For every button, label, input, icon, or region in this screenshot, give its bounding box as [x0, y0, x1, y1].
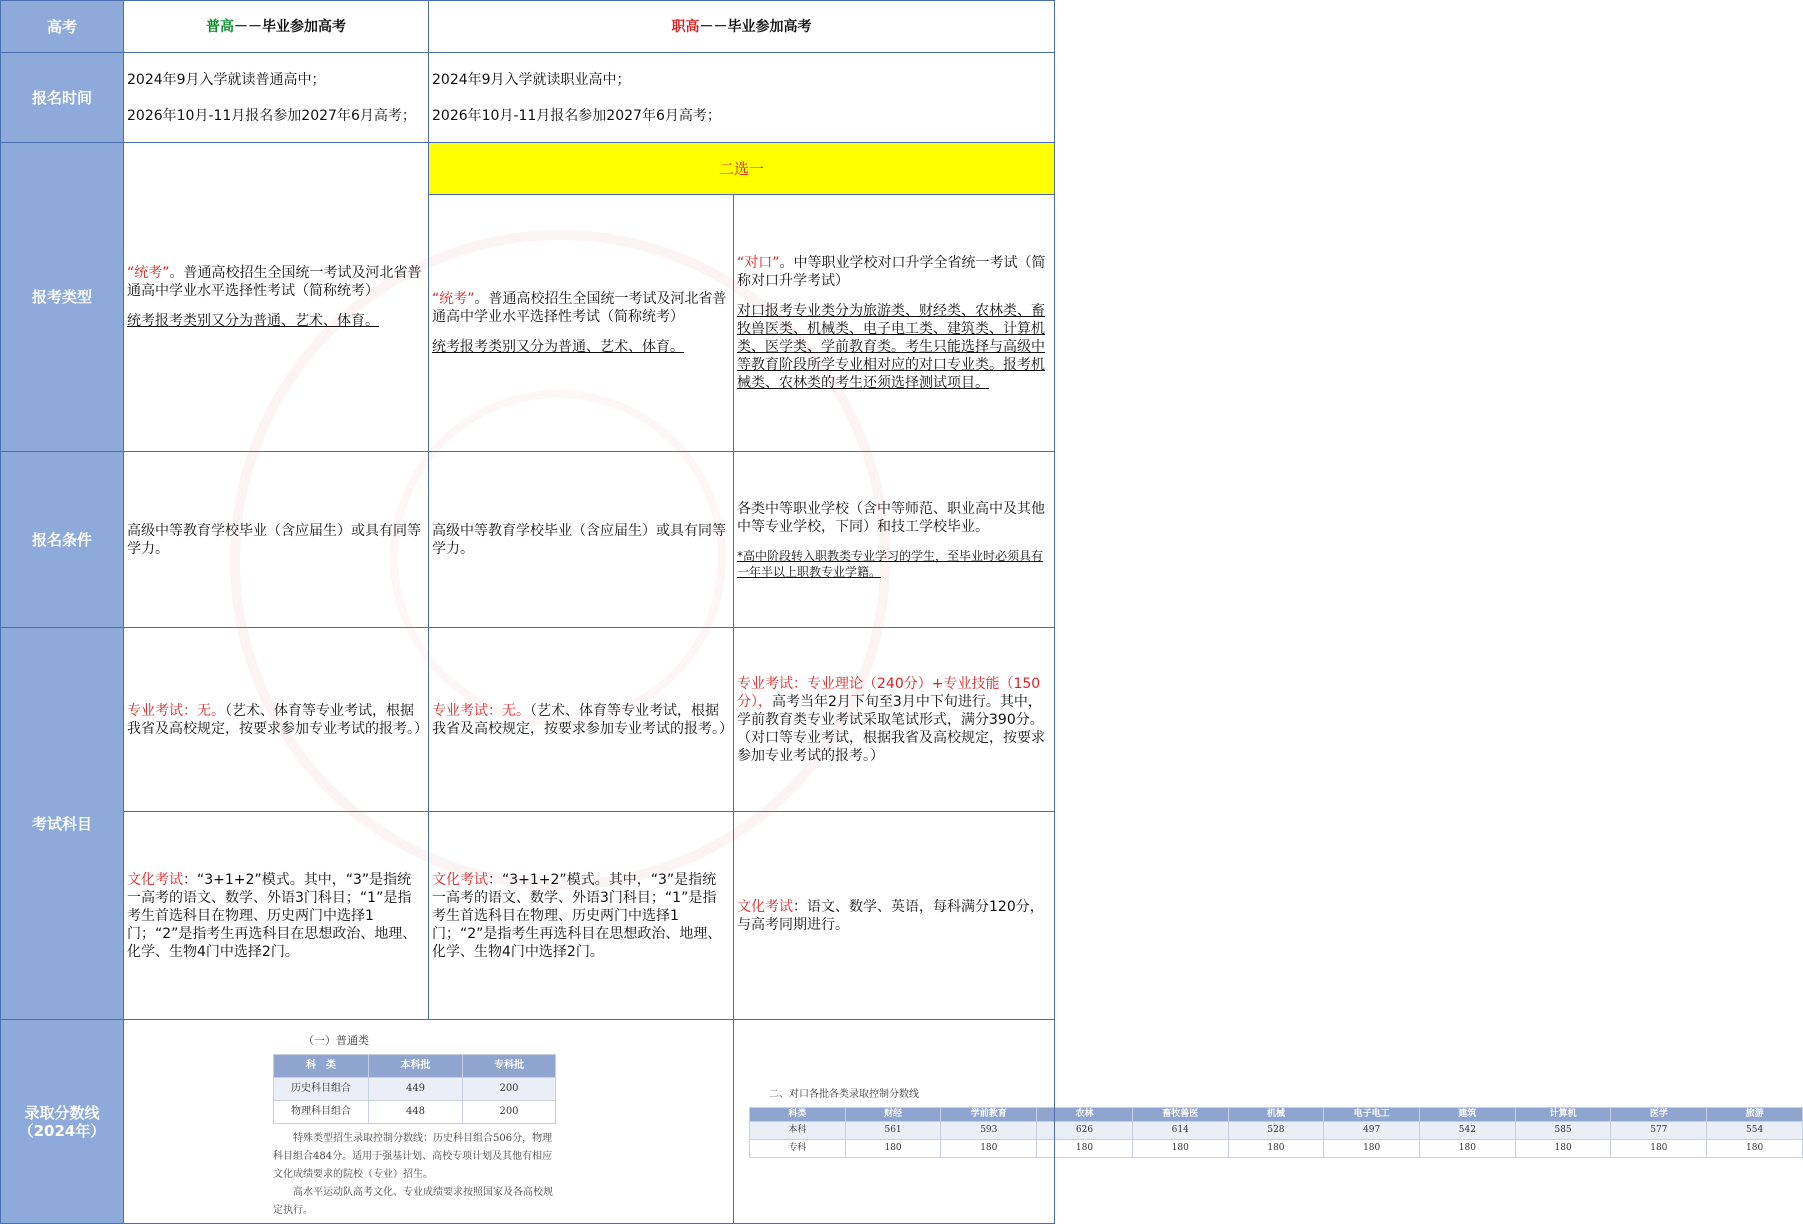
label-scores-line2: （2024年）	[18, 1121, 106, 1140]
table-cell: 历史科目组合	[274, 1078, 369, 1101]
table-cell: 528	[1228, 1121, 1324, 1139]
header-pugao	[124, 1, 429, 53]
duikou-culture-tag: 文化考试	[737, 898, 793, 915]
zhigao-tongkao-culture-tag: 文化考试	[432, 871, 488, 888]
table-header-cell: 旅游	[1707, 1107, 1803, 1121]
table-header-cell: 机械	[1228, 1107, 1324, 1121]
putong-score-table	[273, 1054, 556, 1124]
duikou-score-image	[749, 1086, 1764, 1158]
table-header-cell: 建筑	[1420, 1107, 1516, 1121]
table-row	[274, 1078, 556, 1101]
row-registration-time	[1, 53, 1055, 143]
header-row	[1, 1, 1055, 53]
pugao-type-cell	[124, 143, 429, 452]
row-conditions	[1, 452, 1055, 628]
pugao-culture-cell	[124, 812, 429, 1020]
table-cell: 180	[1515, 1139, 1611, 1157]
pugao-tongkao-text: 。普通高校招生全国统一考试及河北省普通高中学业水平选择性考试（简称统考）	[127, 265, 422, 299]
zhigao-tongkao-culture-text: ：“3+1+2”模式。其中，“3”是指统一高考的语文、数学、外语3门科目；“1”是指考生首选科目在物理、历史两门中选择1门；“2”是指考生再选科目在思想政治、地理、化学、生物4门中选择2门。	[432, 871, 722, 960]
zhigao-tongkao-tag: “统考”	[432, 291, 475, 307]
table-cell: 专科	[750, 1139, 846, 1157]
table-cell: 542	[1420, 1121, 1516, 1139]
table-cell: 180	[845, 1139, 941, 1157]
duikou-text: 。中等职业学校对口升学全省统一考试（简称对口升学考试）	[737, 255, 1046, 289]
table-cell: 180	[941, 1139, 1037, 1157]
duikou-desc	[737, 254, 1051, 290]
pugao-tongkao-tag: “统考”	[127, 265, 170, 281]
table-cell: 449	[369, 1078, 463, 1101]
pugao-culture-text: ：“3+1+2”模式。其中，“3”是指统一高考的语文、数学、外语3门科目；“1”是指考生首选科目在物理、历史两门中选择1门；“2”是指考生再选科目在思想政治、地理、化学、生物4门中选择2门。	[127, 871, 417, 960]
zhigao-tongkao-type-cell	[429, 195, 734, 452]
putong-score-header	[274, 1055, 556, 1078]
table-cell: 626	[1037, 1121, 1133, 1139]
pugao-time-line2: 2026年10月-11月报名参加2027年6月高考；	[127, 107, 416, 124]
zhigao-time-cell	[429, 53, 1055, 143]
zhigao-tongkao-cats: 统考报考类别又分为普通、艺术、体育。	[432, 339, 684, 355]
putong-h-benke: 本科批	[369, 1055, 463, 1078]
label-exam-type: 报考类型	[1, 143, 124, 452]
table-row	[750, 1121, 1803, 1139]
pugao-prof-cell	[124, 628, 429, 812]
label-scores	[1, 1020, 124, 1224]
row-exam-type-top	[1, 143, 1055, 195]
putong-h-zhuanke: 专科批	[463, 1055, 556, 1078]
table-header-cell: 电子电工	[1324, 1107, 1420, 1121]
table-header-cell: 畜牧兽医	[1132, 1107, 1228, 1121]
label-subjects: 考试科目	[1, 628, 124, 1020]
zhigao-tongkao-prof-text: （艺术、体育等专业考试，根据我省及高校规定，按要求参加专业考试的报考。）	[432, 702, 733, 737]
pugao-condition: 高级中等教育学校毕业（含应届生）或具有同等学力。	[124, 452, 429, 628]
duikou-prof-tag: 专业考试：专业理论（240分）+专业技能（150分），	[737, 675, 1041, 710]
putong-scores-cell	[124, 1020, 734, 1224]
row-subjects-prof	[1, 628, 1055, 812]
header-gaokao: 高考	[1, 1, 124, 53]
table-cell: 200	[463, 1078, 556, 1101]
pugao-time-cell	[124, 53, 429, 143]
zhigao-tongkao-text: 。普通高校招生全国统一考试及河北省普通高中学业水平选择性考试（简称统考）	[432, 291, 727, 325]
zhigao-time-line2: 2026年10月-11月报名参加2027年6月高考；	[432, 107, 721, 124]
table-cell: 614	[1132, 1121, 1228, 1139]
table-cell: 561	[845, 1121, 941, 1139]
duikou-score-header	[750, 1107, 1803, 1121]
label-registration-time: 报名时间	[1, 53, 124, 143]
header-pugao-prefix: 普高	[206, 18, 234, 35]
putong-score-title: （一）普通类	[303, 1034, 369, 1047]
duikou-score-table	[749, 1107, 1803, 1158]
table-cell: 180	[1611, 1139, 1707, 1157]
zhigao-tongkao-culture-cell	[429, 812, 734, 1020]
table-row	[274, 1101, 556, 1124]
table-cell: 180	[1228, 1139, 1324, 1157]
duikou-culture-text: ：语文、数学、英语，每科满分120分，与高考同期进行。	[737, 898, 1044, 933]
table-header-cell: 计算机	[1515, 1107, 1611, 1121]
row-scores	[1, 1020, 1055, 1224]
table-cell: 577	[1611, 1121, 1707, 1139]
duikou-prof-cell	[734, 628, 1055, 812]
pugao-tongkao-cats: 统考报考类别又分为普通、艺术、体育。	[127, 313, 379, 329]
zhigao-tongkao-condition: 高级中等教育学校毕业（含应届生）或具有同等学力。	[429, 452, 734, 628]
duikou-culture-cell	[734, 812, 1055, 1020]
putong-score-image	[273, 1032, 730, 1220]
table-header-cell: 科类	[750, 1107, 846, 1121]
zhigao-duikou-condition-cell	[734, 452, 1055, 628]
table-header-cell: 医学	[1611, 1107, 1707, 1121]
header-zhigao-suffix: －－毕业参加高考	[699, 18, 812, 35]
table-cell: 180	[1707, 1139, 1803, 1157]
duikou-prof-text: 高考当年2月下旬至3月中下旬进行。其中，学前教育类专业考试采取笔试形式，满分390分。（对口等专业考试，根据我省及高校规定，按要求参加专业考试的报考。）	[737, 693, 1045, 764]
putong-h-kind: 科 类	[274, 1055, 369, 1078]
header-zhigao	[429, 1, 1055, 53]
duikou-scores-cell	[734, 1020, 1764, 1224]
label-scores-line1: 录取分数线	[24, 1103, 100, 1122]
table-cell: 200	[463, 1101, 556, 1124]
zhigao-tongkao-desc	[432, 290, 730, 326]
pugao-prof-text: （艺术、体育等专业考试，根据我省及高校规定，按要求参加专业考试的报考。）	[127, 702, 428, 737]
table-cell: 180	[1132, 1139, 1228, 1157]
duikou-condition: 各类中等职业学校（含中等师范、职业高中及其他中等专业学校，下同）和技工学校毕业。	[737, 500, 1045, 535]
row-subjects-culture	[1, 812, 1055, 1020]
header-zhigao-prefix: 职高	[671, 18, 700, 35]
table-cell: 180	[1420, 1139, 1516, 1157]
putong-score-note2: 高水平运动队高考文化、专业成绩要求按照国家及各高校规定执行。	[273, 1187, 553, 1216]
table-header-cell: 财经	[845, 1107, 941, 1121]
zhigao-duikou-type-cell	[734, 195, 1055, 452]
pugao-culture-tag: 文化考试	[127, 871, 183, 888]
pugao-time-line1: 2024年9月入学就读普通高中；	[127, 71, 326, 88]
table-header-cell: 农林	[1037, 1107, 1133, 1121]
pugao-prof-tag: 专业考试：无。	[127, 702, 225, 719]
table-cell: 593	[941, 1121, 1037, 1139]
table-cell: 180	[1324, 1139, 1420, 1157]
table-cell: 本科	[750, 1121, 846, 1139]
table-cell: 448	[369, 1101, 463, 1124]
duikou-cats: 对口报考专业类分为旅游类、财经类、农林类、畜牧兽医类、机械类、电子电工类、建筑类、计算机类、医学类、学前教育类。考生只能选择与高级中等教育阶段所学专业相对应的对口专业类。报考机械类、农林类的考生还须选择测试项目。	[737, 303, 1045, 391]
table-row	[750, 1139, 1803, 1157]
zhigao-tongkao-prof-tag: 专业考试：无。	[432, 702, 530, 719]
table-cell: 585	[1515, 1121, 1611, 1139]
zhigao-tongkao-prof-cell	[429, 628, 734, 812]
table-cell: 554	[1707, 1121, 1803, 1139]
header-pugao-suffix: －－毕业参加高考	[234, 18, 346, 35]
table-cell: 497	[1324, 1121, 1420, 1139]
choose-one-banner: 二选一	[429, 143, 1055, 195]
table-cell: 180	[1037, 1139, 1133, 1157]
putong-score-note1: 特殊类型招生录取控制分数线：历史科目组合506分，物理科目组合484分。适用于强基计划、高校专项计划及其他有相应文化成绩要求的院校（专业）招生。	[273, 1133, 553, 1180]
pugao-tongkao-desc	[127, 264, 425, 300]
zhigao-time-line1: 2024年9月入学就读职业高中；	[432, 71, 631, 88]
duikou-tag: “对口”	[737, 255, 780, 271]
duikou-score-title: 二、对口各批各类录取控制分数线	[769, 1088, 919, 1100]
table-cell: 物理科目组合	[274, 1101, 369, 1124]
table-header-cell: 学前教育	[941, 1107, 1037, 1121]
duikou-condition-note: *高中阶段转入职教类专业学习的学生，至毕业时必须具有一年半以上职教专业学籍。	[737, 548, 1044, 579]
label-conditions: 报名条件	[1, 452, 124, 628]
